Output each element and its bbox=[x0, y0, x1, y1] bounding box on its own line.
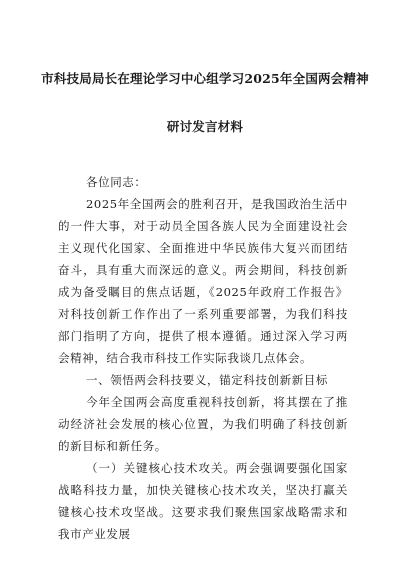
document-body bbox=[58, 171, 348, 545]
document-title-line-1: 市科技局局长在理论学习中心组学习2025年全国两会精神 bbox=[41, 71, 369, 86]
paragraph-intro: 2025年全国两会的胜利召开，是我国政治生活中的一件大事，对于动员全国各族人民为全面建设社会主义现代化国家、全面推进中华民族伟大复兴而团结奋斗，具有重大而深远的意义。两会期间，科技创新成为备受瞩目的焦点话题，《2025年政府工作报告》对科技创新工作作出了一系列重要部署，为我们科技部门指明了方向，提供了根本遵循。通过深入学习两会精神，结合我市科技工作实际我谈几点体会。 bbox=[58, 197, 348, 365]
section-heading-1: 一、领悟两会科技要义，锚定科技创新新目标 bbox=[86, 373, 328, 387]
salutation: 各位同志： bbox=[86, 175, 147, 189]
document-title-line-2: 研讨发言材料 bbox=[166, 119, 244, 134]
paragraph-section-1: 今年全国两会高度重视科技创新，将其摆在了推动经济社会发展的核心位置，为我们明确了科技创新的新目标和新任务。 bbox=[58, 395, 348, 453]
paragraph-subsection-1: （一）关键核心技术攻关。两会强调要强化国家战略科技力量，加快关键核心技术攻关，坚决打赢关键核心技术攻坚战。这要求我们聚焦国家战略需求和我市产业发展 bbox=[58, 461, 348, 541]
